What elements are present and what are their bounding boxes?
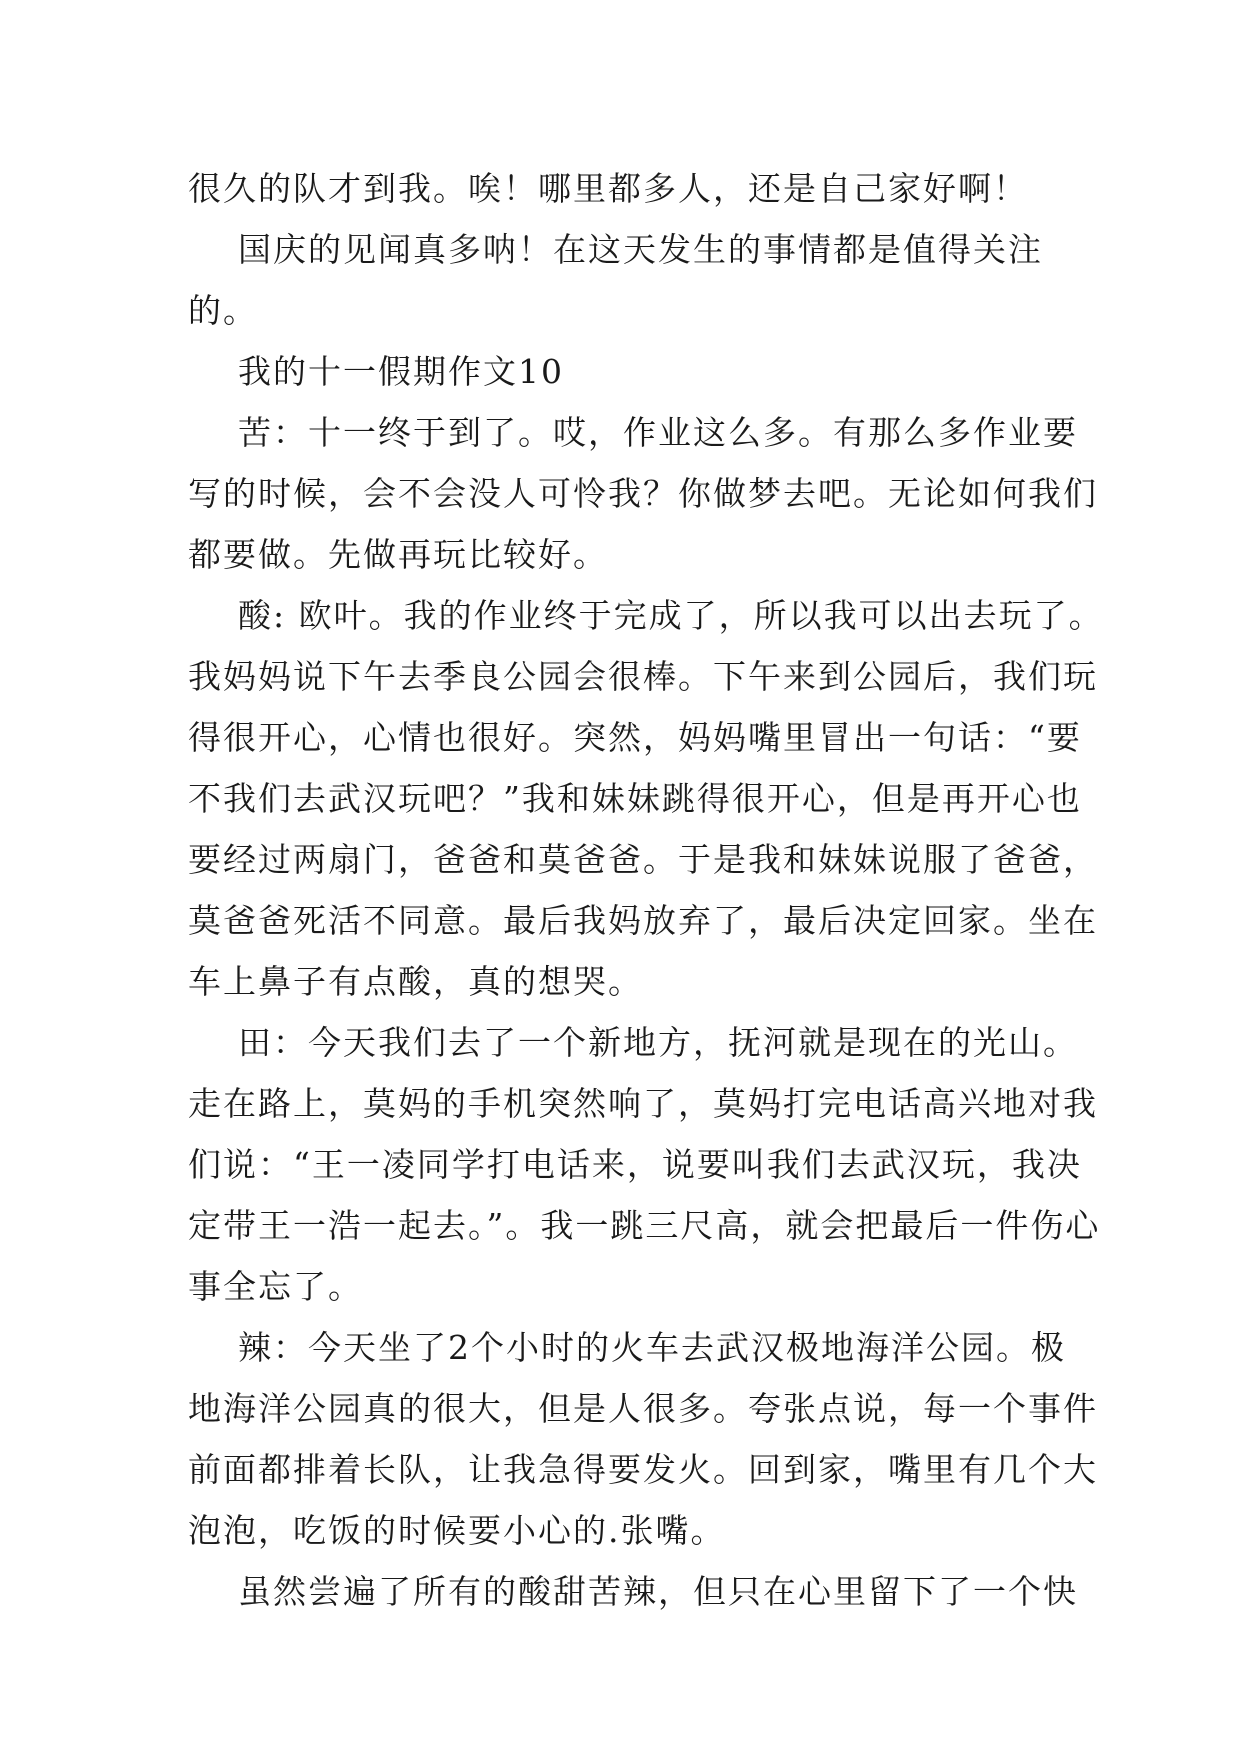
text-line-1: 很久的队才到我。唉！哪里都多人，还是自己家好啊！ <box>188 169 1028 208</box>
text-line-6: 写的时候，会不会没人可怜我？你做梦去吧。无论如何我们 <box>188 474 1098 513</box>
text-line-23: 泡泡，吃饭的时候要小心的.张嘴。 <box>188 1511 726 1550</box>
text-line-2: 国庆的见闻真多呐！在这天发生的事情都是值得关注 <box>188 230 1043 269</box>
text-line-13: 莫爸爸死活不同意。最后我妈放弃了，最后决定回家。坐在 <box>188 901 1098 940</box>
essay-body <box>188 158 1104 1622</box>
text-line-22: 前面都排着长队，让我急得要发火。回到家，嘴里有几个大 <box>188 1450 1098 1489</box>
text-line-14: 车上鼻子有点酸，真的想哭。 <box>188 962 643 1001</box>
text-line-9: 我妈妈说下午去季良公园会很棒。下午来到公园后，我们玩 <box>188 657 1098 696</box>
text-line-10: 得很开心，心情也很好。突然，妈妈嘴里冒出一句话：“要 <box>188 718 1082 757</box>
text-line-17: 们说：“王一凌同学打电话来，说要叫我们去武汉玩，我决 <box>188 1145 1082 1184</box>
text-line-20: 辣：今天坐了2个小时的火车去武汉极地海洋公园。极 <box>188 1328 1066 1367</box>
text-line-11: 不我们去武汉玩吧？”我和妹妹跳得很开心，但是再开心也 <box>188 779 1082 818</box>
text-line-8: 酸: 欧叶。我的作业终于完成了，所以我可以出去玩了。 <box>188 596 1104 635</box>
text-line-12: 要经过两扇门，爸爸和莫爸爸。于是我和妹妹说服了爸爸， <box>188 840 1098 879</box>
text-line-18: 定带王一浩一起去。”。我一跳三尺高，就会把最后一件伤心 <box>188 1206 1101 1245</box>
text-line-7: 都要做。先做再玩比较好。 <box>188 535 608 574</box>
text-line-5: 苦：十一终于到了。哎，作业这么多。有那么多作业要 <box>188 413 1078 452</box>
text-line-21: 地海洋公园真的很大，但是人很多。夸张点说，每一个事件 <box>188 1389 1098 1428</box>
text-line-3: 的。 <box>188 291 258 330</box>
text-line-15: 田：今天我们去了一个新地方，抚河就是现在的光山。 <box>188 1023 1078 1062</box>
essay-heading: 我的十一假期作文10 <box>188 352 564 391</box>
text-line-19: 事全忘了。 <box>188 1267 363 1306</box>
text-line-24: 虽然尝遍了所有的酸甜苦辣，但只在心里留下了一个快 <box>188 1572 1078 1611</box>
text-line-16: 走在路上，莫妈的手机突然响了，莫妈打完电话高兴地对我 <box>188 1084 1098 1123</box>
